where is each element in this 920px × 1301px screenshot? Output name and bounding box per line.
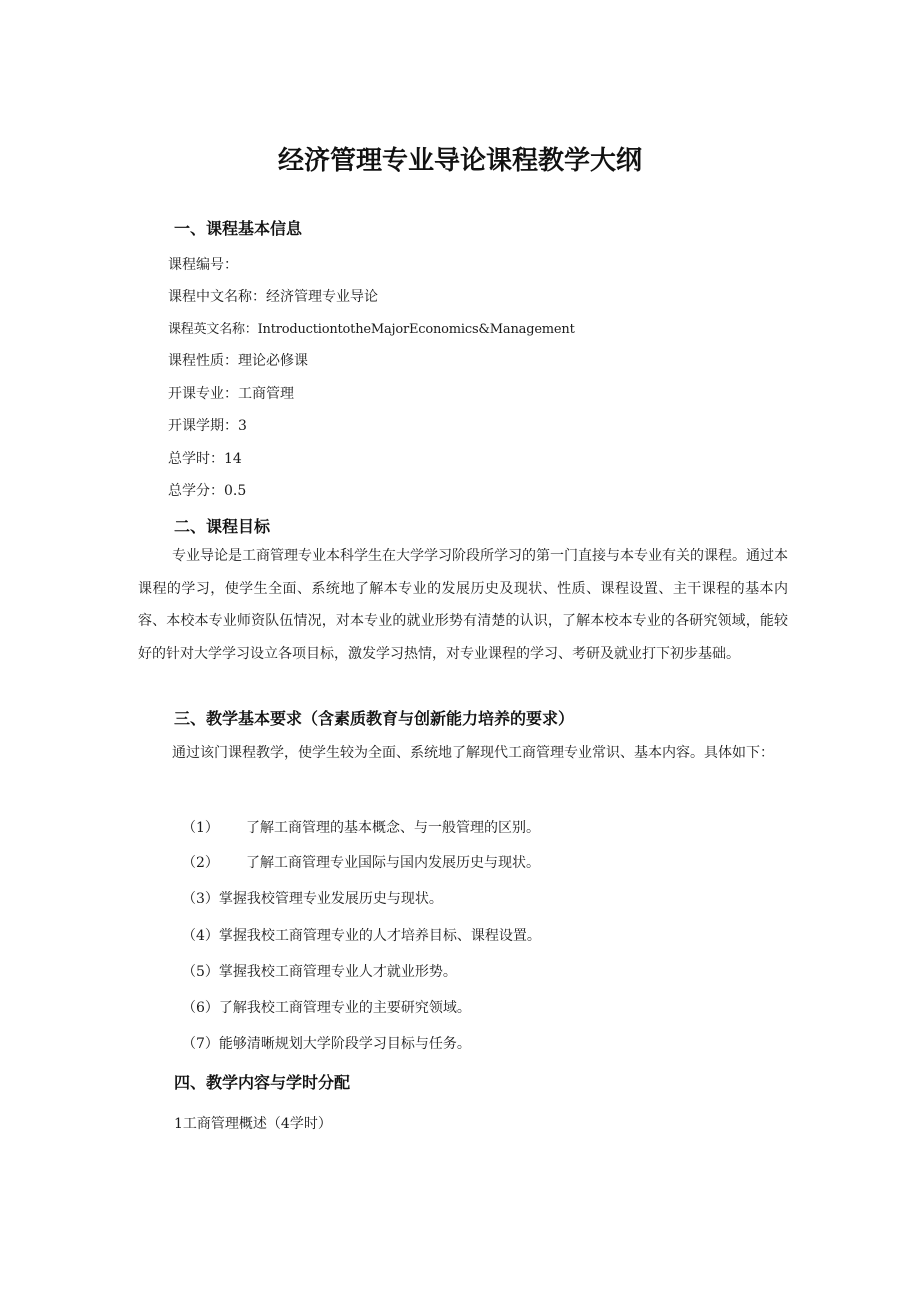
- subsection-business-admin-overview: 1工商管理概述（4学时）: [174, 1116, 332, 1132]
- requirement-item-number: （1）: [182, 820, 219, 836]
- requirement-item: [182, 1033, 471, 1053]
- teaching-requirements-intro: 通过该门课程教学，使学生较为全面、系统地了解现代工商管理专业常识、基本内容。具体如下：: [172, 745, 774, 761]
- field-total-hours: 总学时：14: [168, 451, 242, 467]
- requirement-item: [182, 852, 540, 872]
- requirement-item: [182, 961, 457, 981]
- requirement-item: [182, 888, 443, 908]
- requirement-item-number: （7）: [182, 1036, 219, 1052]
- requirement-item-number: （5）: [182, 964, 219, 980]
- field-course-code: 课程编号：: [168, 257, 238, 273]
- requirement-item-text: 了解我校工商管理专业的主要研究领域。: [218, 1000, 471, 1016]
- field-offering-semester: 开课学期：3: [168, 418, 247, 434]
- requirement-item: [182, 817, 540, 837]
- requirement-item-number: （4）: [182, 928, 219, 944]
- field-course-english-name: 课程英文名称：IntroductiontotheMajorEconomics&Management: [168, 322, 575, 337]
- requirement-item-text: 了解工商管理专业国际与国内发展历史与现状。: [246, 855, 540, 871]
- requirement-item-text: 掌握我校管理专业发展历史与现状。: [218, 891, 443, 907]
- field-course-nature: 课程性质：理论必修课: [168, 353, 308, 369]
- requirement-item-number: （6）: [182, 1000, 219, 1016]
- requirement-item-number: （2）: [182, 855, 219, 871]
- field-offering-major: 开课专业：工商管理: [168, 386, 294, 402]
- field-course-chinese-name: 课程中文名称：经济管理专业导论: [168, 289, 378, 305]
- requirement-item-number: （3）: [182, 891, 219, 907]
- requirement-item: [182, 925, 541, 945]
- section-heading-course-goals: 二、课程目标: [174, 517, 271, 536]
- document-title: 经济管理专业导论课程教学大纲: [277, 146, 642, 176]
- requirement-item-text: 能够清晰规划大学阶段学习目标与任务。: [218, 1036, 471, 1052]
- requirement-item-text: 了解工商管理的基本概念、与一般管理的区别。: [246, 820, 540, 836]
- section-heading-teaching-requirements: 三、教学基本要求（含素质教育与创新能力培养的要求）: [174, 709, 575, 728]
- requirement-item-text: 掌握我校工商管理专业人才就业形势。: [218, 964, 457, 980]
- section-heading-content-hours: 四、教学内容与学时分配: [174, 1073, 351, 1092]
- requirement-item: [182, 997, 471, 1017]
- field-total-credits: 总学分：0.5: [168, 483, 247, 499]
- section-heading-basic-info: 一、课程基本信息: [174, 219, 303, 238]
- requirement-item-text: 掌握我校工商管理专业的人才培养目标、课程设置。: [218, 928, 541, 944]
- course-goals-paragraph: 专业导论是工商管理专业本科学生在大学学习阶段所学习的第一门直接与本专业有关的课程。通过本课程的学习，使学生全面、系统地了解本专业的发展历史及现状、性质、课程设置、主干课程的基本内容、本校本专业师资队伍情况，对本专业的就业形势有清楚的认识，了解本校本专业的各研究领域，能较好的针对大学学习设立各项目标，激发学习热情，对专业课程的学习、考研及就业打下初步基础。: [138, 548, 788, 662]
